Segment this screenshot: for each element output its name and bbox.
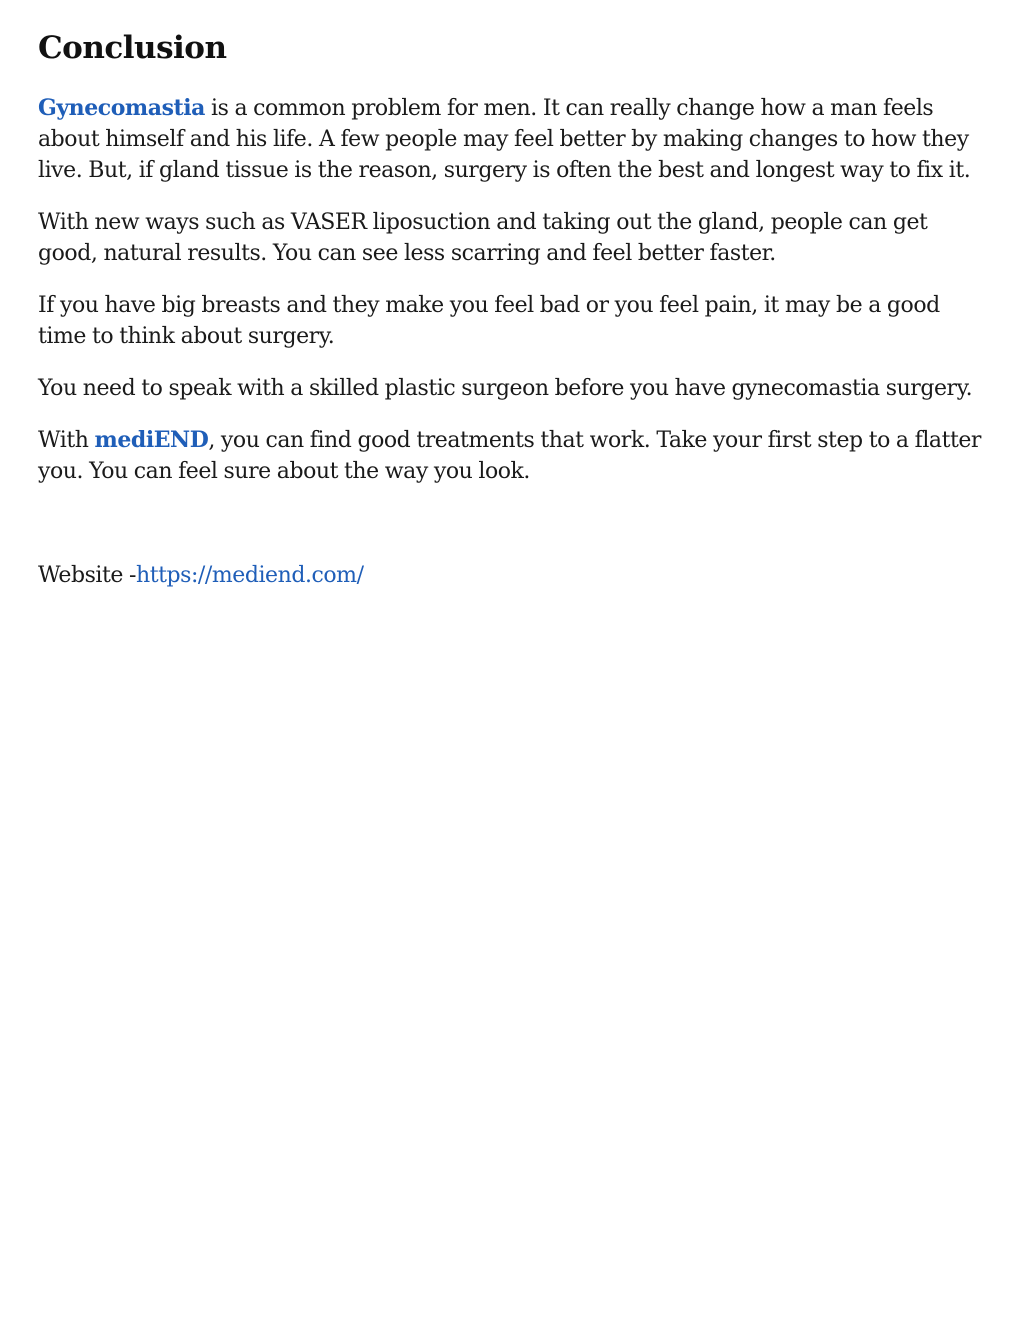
mediend-link[interactable]: mediEND: [94, 427, 209, 453]
paragraph-techniques: With new ways such as VASER liposuction and taking out the gland, people can get good, natural results. You can see less scarring and feel better faster.: [38, 210, 928, 266]
paragraph-mediend-before: With: [38, 428, 95, 453]
paragraph-intro-text: is a common problem for men. It can really change how a man feels about himself and his life. A few people may feel better by making changes to how they live. But, if gland tissue is the reason, surgery is often the best and longest way to fix it.: [38, 96, 971, 183]
document-page: [38, 28, 988, 612]
page-title: Conclusion: [38, 30, 227, 66]
website-label: Website -: [38, 563, 136, 588]
paragraph-when-surgery: If you have big breasts and they make you feel bad or you feel pain, it may be a good time to think about surgery.: [38, 293, 940, 349]
gynecomastia-link[interactable]: Gynecomastia: [38, 95, 205, 121]
paragraph-consult-surgeon: You need to speak with a skilled plastic surgeon before you have gynecomastia surgery.: [38, 376, 973, 401]
paragraph-mediend-after: , you can find good treatments that work. Take your first step to a flatter you. You can feel sure about the way you look.: [38, 428, 981, 484]
paragraph-mediend: [38, 425, 988, 487]
website-line: [38, 560, 988, 591]
website-url-link[interactable]: https://mediend.com/: [135, 563, 364, 588]
paragraph-intro: [38, 93, 988, 186]
